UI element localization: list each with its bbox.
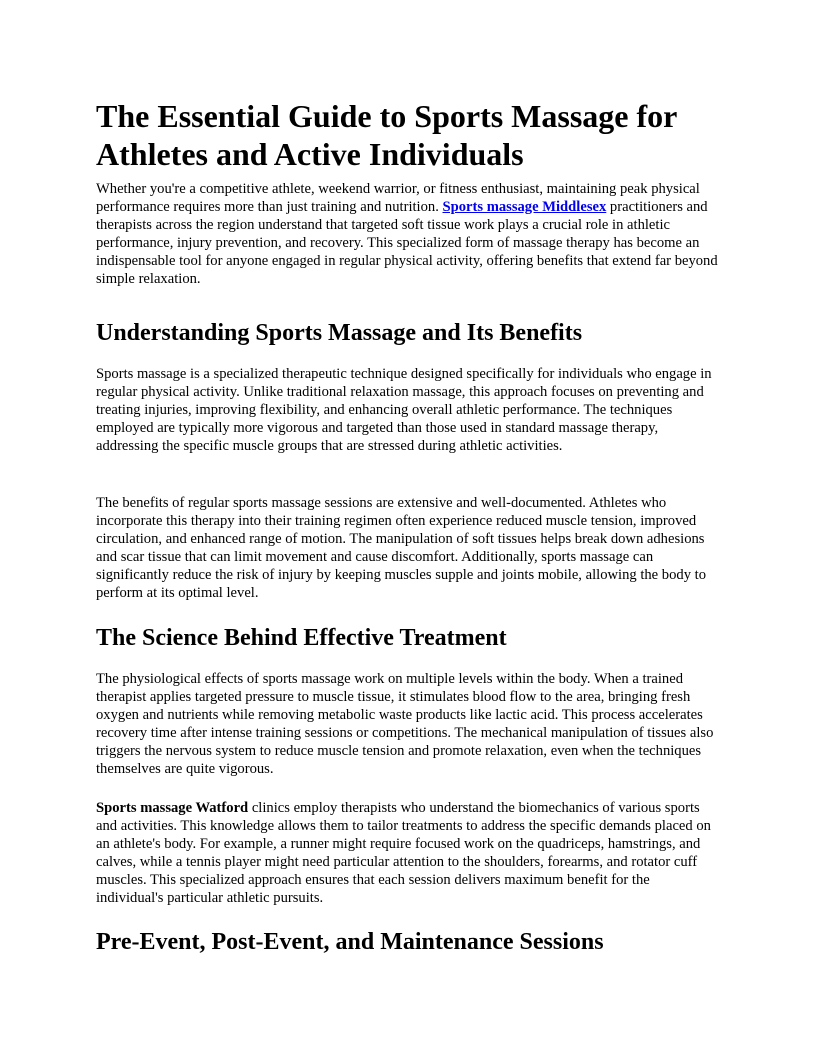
sports-massage-middlesex-link[interactable]: Sports massage Middlesex: [442, 199, 607, 215]
page-title: The Essential Guide to Sports Massage for Athletes and Active Individuals: [96, 98, 677, 172]
sports-massage-watford-bold: Sports massage Watford: [96, 800, 249, 816]
intro-text-after-link: practitioners and therapists across the region understand that targeted soft tissue work plays a crucial role in athletic performance, injury prevention, and recovery. This specialized form of massage therapy has become an indispensable tool for anyone engaged in regular physical activity, offering benefits that extend far beyond simple relaxation.: [96, 199, 718, 287]
section1-paragraph-1: Sports massage is a specialized therapeutic technique designed specifically for individuals who engage in regular physical activity. Unlike traditional relaxation massage, this approach focuses on preventing and treating injuries, improving flexibility, and enhancing overall athletic performance. The techniques employed are typically more vigorous and targeted than those used in standard massage therapy, addressing the specific muscle groups that are stressed during athletic activities.: [96, 366, 712, 454]
section2-paragraph-2: [96, 799, 720, 907]
section-heading-sessions: Pre-Event, Post-Event, and Maintenance Sessions: [96, 929, 604, 955]
intro-text-before-link: Whether you're a competitive athlete, weekend warrior, or fitness enthusiast, maintaining peak physical performance requires more than just training and nutrition.: [96, 181, 700, 215]
section2-paragraph-1: The physiological effects of sports massage work on multiple levels within the body. When a trained therapist applies targeted pressure to muscle tissue, it stimulates blood flow to the area, bringing fresh oxygen and nutrients while removing metabolic waste products like lactic acid. This process accelerates recovery time after intense training sessions or competitions. The mechanical manipulation of tissues also triggers the nervous system to reduce muscle tension and promote relaxation, even when the techniques themselves are quite vigorous.: [96, 671, 714, 777]
section-heading-science: The Science Behind Effective Treatment: [96, 625, 507, 651]
section-heading-understanding: Understanding Sports Massage and Its Benefits: [96, 320, 583, 346]
section2-paragraph-2-text: clinics employ therapists who understand the biomechanics of various sports and activities. This knowledge allows them to tailor treatments to address the specific demands placed on an athlete's body. For example, a runner might require focused work on the quadriceps, hamstrings, and calves, while a tennis player might need particular attention to the shoulders, forearms, and rotator cuff muscles. This specialized approach ensures that each session delivers maximum benefit for the individual's particular athletic pursuits.: [96, 800, 711, 906]
intro-paragraph: [96, 180, 720, 288]
section1-paragraph-2: The benefits of regular sports massage sessions are extensive and well-documented. Athletes who incorporate this therapy into their training regimen often experience reduced muscle tension, improved circulation, and enhanced range of motion. The manipulation of soft tissues helps break down adhesions and scar tissue that can limit movement and cause discomfort. Additionally, sports massage can significantly reduce the risk of injury by keeping muscles supple and joints mobile, allowing the body to perform at its optimal level.: [96, 495, 706, 601]
